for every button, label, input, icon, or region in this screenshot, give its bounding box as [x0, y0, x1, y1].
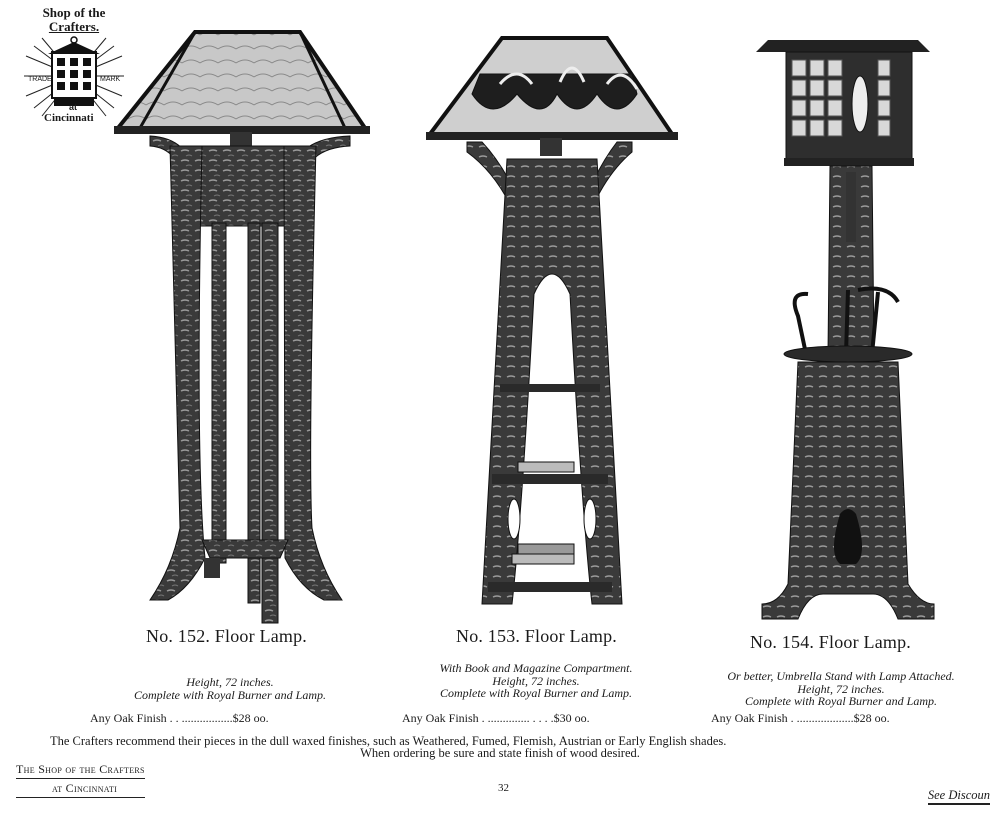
page-number: 32	[498, 782, 509, 794]
logo-city: Cincinnati	[44, 112, 94, 124]
lamp-154-caption: No. 154. Floor Lamp.	[750, 632, 911, 652]
lamp-152-description	[70, 676, 390, 701]
finish-note: The Crafters recommend their pieces in the dull waxed finishes, such as Weathered, Fumed, Flemish, Austrian or Early English shades.	[50, 734, 727, 748]
lamp-153-caption: No. 153. Floor Lamp.	[456, 626, 617, 646]
description-line: With Book and Magazine Compartment.	[439, 661, 633, 675]
footer-shop-city: at Cincinnati	[16, 781, 145, 798]
see-discount-link[interactable]: See Discoun	[928, 788, 990, 805]
lamp-152-price: Any Oak Finish . . .................$28 oo.	[90, 711, 269, 725]
lamp-152-illustration	[110, 28, 375, 628]
lamp-153-description	[376, 662, 696, 700]
footer-shop-name: The Shop of the Crafters	[16, 762, 145, 779]
ordering-note: When ordering be sure and state finish of wood desired.	[360, 746, 640, 760]
logo-at: at	[69, 102, 78, 112]
lamp-153-illustration	[422, 34, 682, 624]
lamp-153-price: Any Oak Finish . .............. . . . .$30 oo.	[402, 711, 590, 725]
logo-title-line2: Crafters.	[48, 19, 100, 34]
logo-title-line1: Shop of the	[42, 5, 106, 20]
description-line: Height, 72 inches.	[186, 675, 274, 689]
description-line: Complete with Royal Burner and Lamp.	[745, 694, 937, 708]
logo-mark: MARK	[100, 76, 121, 83]
description-line: Or better, Umbrella Stand with Lamp Attached.	[727, 669, 955, 683]
lamp-154-description	[686, 670, 996, 708]
description-line: Complete with Royal Burner and Lamp.	[440, 686, 632, 700]
shop-footer	[16, 762, 145, 800]
lamp-152-caption: No. 152. Floor Lamp.	[146, 626, 307, 646]
description-line: Height, 72 inches.	[492, 673, 580, 688]
lamp-154-illustration	[748, 34, 938, 634]
description-line: Complete with Royal Burner and Lamp.	[134, 687, 326, 702]
description-line: Height, 72 inches.	[797, 681, 885, 696]
lamp-154-price: Any Oak Finish . ...................$28 oo.	[711, 711, 890, 725]
logo-trade: TRADE	[28, 76, 52, 83]
